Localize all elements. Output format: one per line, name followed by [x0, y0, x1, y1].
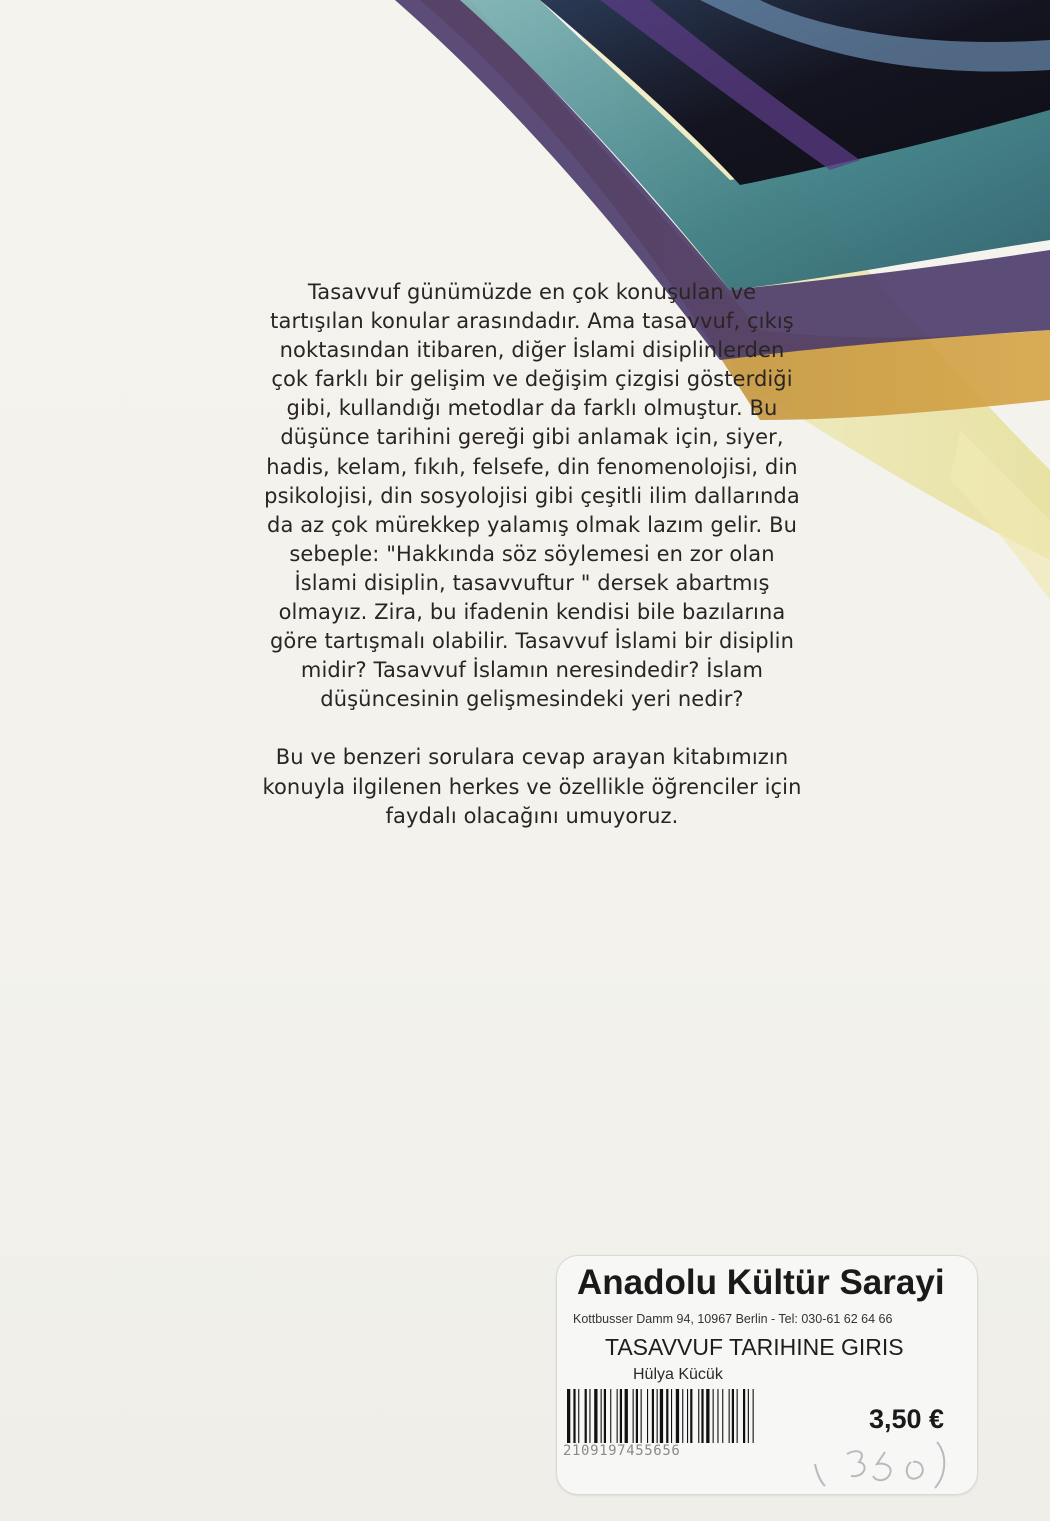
barcode-bar [617, 1389, 618, 1443]
handwritten-price-mark [807, 1434, 967, 1492]
blurb-paragraph-2: Bu ve benzeri sorulara cevap arayan kitabımızın konuyla ilgilenen herkes ve özellikle öğrenciler için faydalı olacağını umuyoruz. [262, 745, 802, 828]
barcode-bar [729, 1389, 730, 1443]
barcode-bar [737, 1389, 738, 1443]
store-address: Kottbusser Damm 94, 10967 Berlin - Tel: 030-61 62 64 66 [573, 1312, 893, 1326]
price-sticker [556, 1255, 978, 1495]
back-cover-blurb [262, 278, 802, 831]
barcode-digits: 2109197455656 [563, 1443, 681, 1459]
barcode-bar [743, 1389, 745, 1443]
barcode [565, 1389, 815, 1443]
barcode-bar [633, 1389, 634, 1443]
barcode-bar [690, 1389, 692, 1443]
barcode-bar [589, 1389, 590, 1443]
barcode-bar [701, 1389, 703, 1443]
store-name: Anadolu Kültür Sarayi [577, 1263, 945, 1302]
barcode-bar [652, 1389, 654, 1443]
book-title: TASAVVUF TARIHINE GIRIS [605, 1334, 904, 1360]
barcode-bar [732, 1389, 734, 1443]
barcode-bar [601, 1389, 602, 1443]
barcode-bar [636, 1389, 638, 1443]
barcode-bar [687, 1389, 688, 1443]
barcode-bar [671, 1389, 672, 1443]
barcode-bar [604, 1389, 606, 1443]
barcode-bar [625, 1389, 628, 1443]
barcode-bar [666, 1389, 668, 1443]
barcode-bar [660, 1389, 663, 1443]
barcode-bar [620, 1389, 622, 1443]
barcode-bar [676, 1389, 679, 1443]
barcode-bar [567, 1389, 570, 1443]
barcode-bar [578, 1389, 579, 1443]
barcode-bar [647, 1389, 648, 1443]
barcode-bar [713, 1389, 714, 1443]
barcode-bar [698, 1389, 699, 1443]
barcode-bar [722, 1389, 723, 1443]
barcode-bar [717, 1389, 718, 1443]
barcode-bar [753, 1389, 754, 1443]
barcode-bar [585, 1389, 587, 1443]
book-author: Hülya Kücük [633, 1366, 723, 1383]
blurb-paragraph-1: Tasavvuf günümüzde en çok konuşulan ve tartışılan konular arasındadır. Ama tasavvuf, çıkış noktasından itibaren, diğer İslami disiplinlerden çok farklı bir gelişim ve değişim çizgisi gösterdiği gibi, kullandığı metodlar da farklı olmuştur. Bu düşünce tarihini gereği gibi anlamak için, siyer, hadis, kelam, fıkıh, felsefe, din fenomenolojisi, din psikolojisi, din sosyolojisi gibi çeşitli ilim dallarında da az çok mürekkep yalamış olmak lazım gelir. Bu sebeple: "Hakkında söz söylemesi en zor olan İslami disiplin, tasavvuftur " dersek abartmış olmayız. Zira, bu ifadenin kendisi bile bazılarına göre tartışmalı olabilir. Tasavvuf İslami bir disiplin midir? Tasavvuf İslamın neresindedir? İslam düşüncesinin gelişmesindeki yeri nedir? [264, 280, 800, 712]
barcode-bar [610, 1389, 611, 1443]
barcode-bar [573, 1389, 575, 1443]
barcode-bar [748, 1389, 749, 1443]
barcode-bar [682, 1389, 683, 1443]
barcode-bar [706, 1389, 709, 1443]
barcode-bar [594, 1389, 597, 1443]
price: 3,50 € [869, 1404, 945, 1434]
barcode-bar [641, 1389, 642, 1443]
barcode-bar [657, 1389, 658, 1443]
